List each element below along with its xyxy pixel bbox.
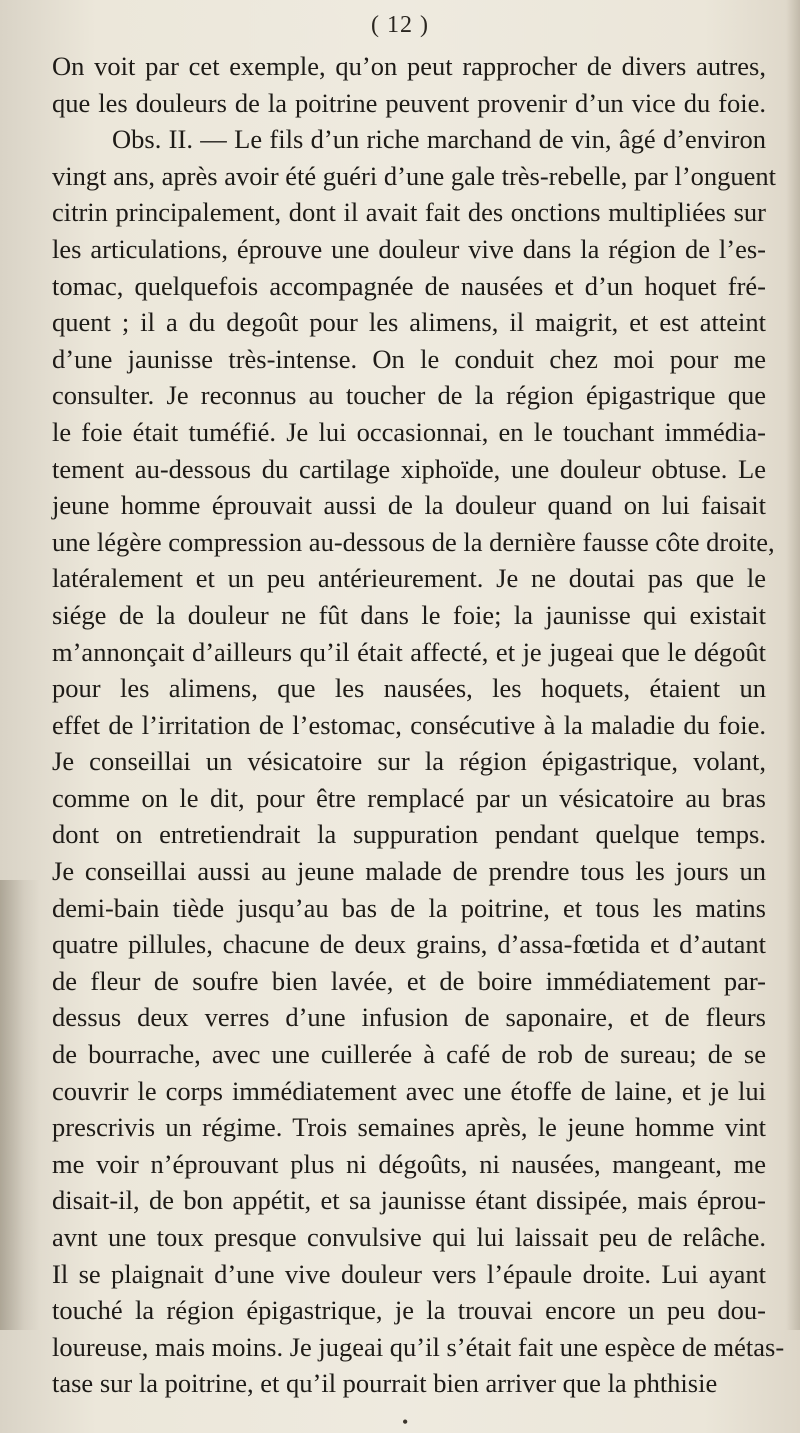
text-line: Je conseillai un vésicatoire sur la région épigastrique, volant, xyxy=(52,746,766,777)
text-line: loureuse, mais moins. Je jugeai qu’il s’était fait une espèce de métas- xyxy=(52,1331,785,1362)
text-line: consulter. Je reconnus au toucher de la région épigastrique que xyxy=(52,380,766,411)
page-edge-right xyxy=(786,0,800,1330)
text-line: comme on le dit, pour être remplacé par un vésicatoire au bras xyxy=(52,782,766,813)
ink-dot: • xyxy=(402,1412,409,1432)
text-block xyxy=(52,48,785,1402)
text-line: les articulations, éprouve une douleur vive dans la région de l’es- xyxy=(52,233,766,264)
text-line: latéralement et un peu antérieurement. Je ne doutai pas que le xyxy=(52,563,766,594)
text-line: pour les alimens, que les nausées, les hoquets, étaient un xyxy=(52,673,766,704)
text-line: quatre pillules, chacune de deux grains, d’assa-fœtida et d’autant xyxy=(52,929,766,960)
text-line: citrin principalement, dont il avait fait des onctions multipliées sur xyxy=(52,197,766,228)
text-line: demi-bain tiède jusqu’au bas de la poitrine, et tous les matins xyxy=(52,892,766,923)
text-line: On voit par cet exemple, qu’on peut rapprocher de divers autres, xyxy=(52,51,766,81)
text-line: effet de l’irritation de l’estomac, consécutive à la maladie du foie. xyxy=(52,709,766,740)
text-line: de bourrache, avec une cuillerée à café de rob de sureau; de se xyxy=(52,1039,766,1070)
text-line: tement au-dessous du cartilage xiphoïde, une douleur obtuse. Le xyxy=(52,453,766,484)
text-line: m’annonçait d’ailleurs qu’il était affecté, et je jugeai que le dégoût xyxy=(52,636,766,667)
text-line: avnt une toux presque convulsive qui lui laissait peu de relâche. xyxy=(52,1222,766,1252)
page-number: ( 12 ) xyxy=(371,12,429,38)
text-line: Obs. II. — Le fils d’un riche marchand de vin, âgé d’environ xyxy=(112,124,766,155)
text-line: disait-il, de bon appétit, et sa jaunisse étant dissipée, mais éprou- xyxy=(52,1185,766,1216)
text-line: siége de la douleur ne fût dans le foie; la jaunisse qui existait xyxy=(52,599,766,630)
text-line: tomac, quelquefois accompagnée de nausées et d’un hoquet fré- xyxy=(52,270,766,301)
text-line: prescrivis un régime. Trois semaines après, le jeune homme vint xyxy=(52,1112,766,1143)
text-line: une légère compression au-dessous de la dernière fausse côte droite, xyxy=(52,526,775,557)
text-line: le foie était tuméfié. Je lui occasionnai, en le touchant immédia- xyxy=(52,416,766,447)
text-line: dont on entretiendrait la suppuration pendant quelque temps. xyxy=(52,819,766,850)
text-line: d’une jaunisse très-intense. On le conduit chez moi pour me xyxy=(52,343,766,374)
text-line: touché la région épigastrique, je la trouvai encore un peu dou- xyxy=(52,1295,766,1326)
page-edge-shadow xyxy=(0,880,40,1330)
text-line: couvrir le corps immédiatement avec une étoffe de laine, et je lui xyxy=(52,1075,766,1106)
text-line: Il se plaignait d’une vive douleur vers l’épaule droite. Lui ayant xyxy=(52,1258,766,1289)
text-line: tase sur la poitrine, et qu’il pourrait bien arriver que la phthisie xyxy=(52,1368,718,1399)
text-line: vingt ans, après avoir été guéri d’une gale très-rebelle, par l’onguent xyxy=(52,160,777,191)
text-line: jeune homme éprouvait aussi de la douleur quand on lui faisait xyxy=(52,490,766,521)
text-line: de fleur de soufre bien lavée, et de boire immédiatement par- xyxy=(52,965,766,996)
text-line: Je conseillai aussi au jeune malade de prendre tous les jours un xyxy=(52,856,766,887)
text-line: que les douleurs de la poitrine peuvent provenir d’un vice du foie. xyxy=(52,87,766,118)
text-line: me voir n’éprouvant plus ni dégoûts, ni nausées, mangeant, me xyxy=(52,1148,766,1179)
text-line: quent ; il a du degoût pour les alimens, il maigrit, et est atteint xyxy=(52,307,766,338)
text-line: dessus deux verres d’une infusion de saponaire, et de fleurs xyxy=(52,1002,766,1033)
